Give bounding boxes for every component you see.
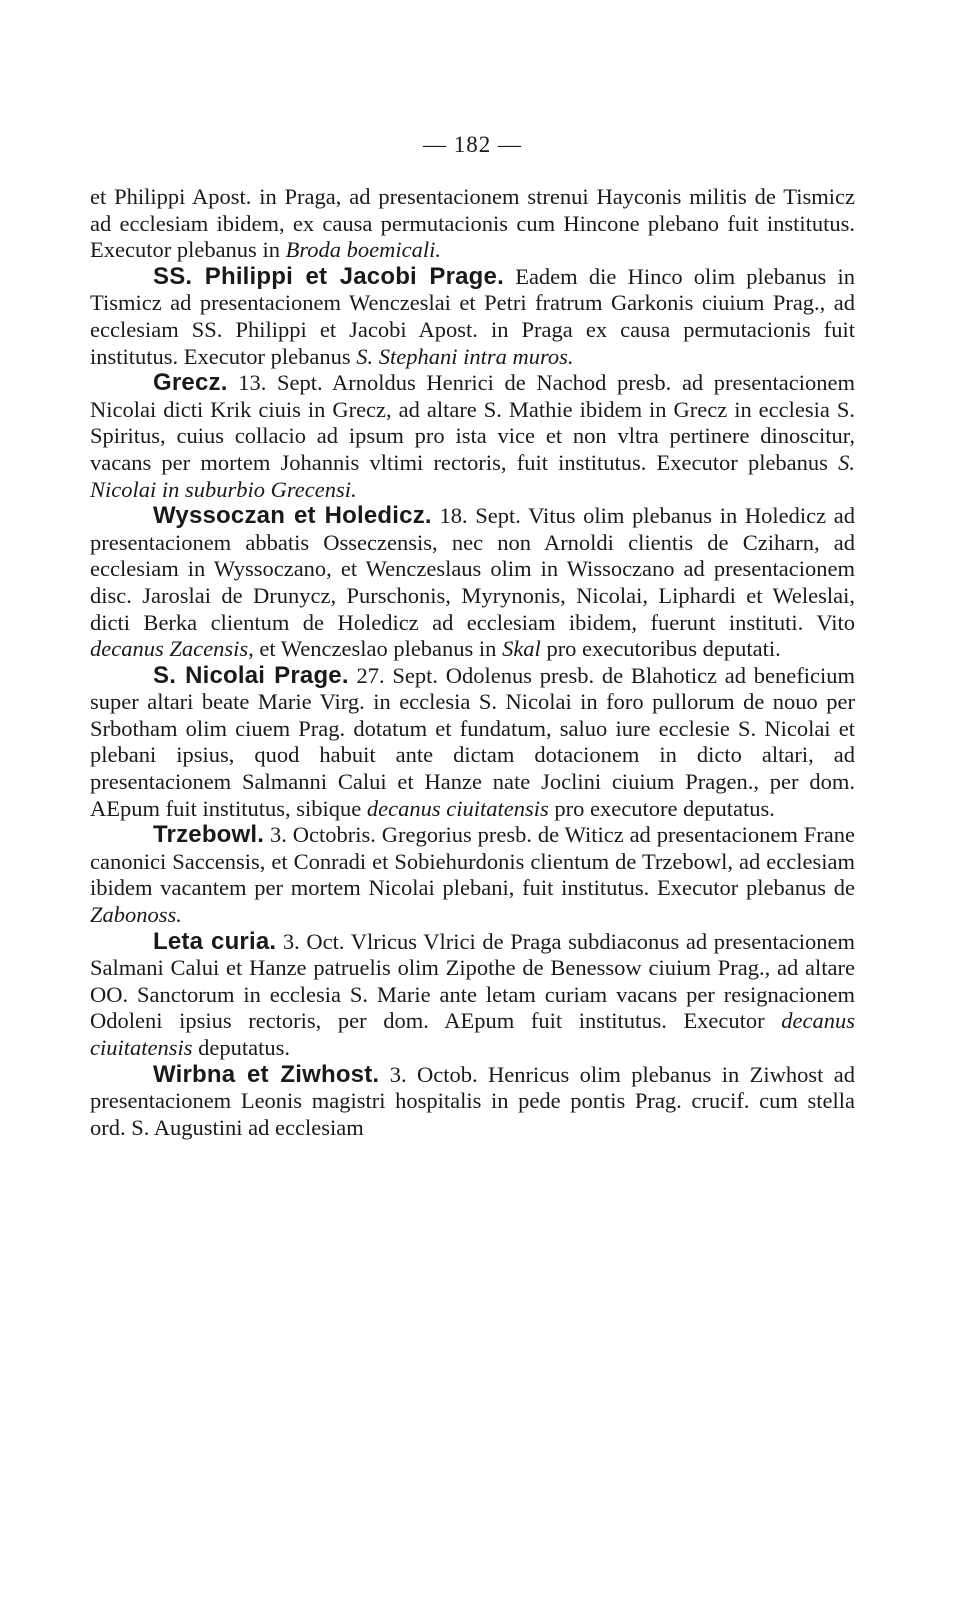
entry-text: Eadem die Hinco olim plebanus in Tismicz ad presentacionem Wenczeslai et Petri fratrum Garkonis ciuium Prag., ad ecclesiam SS. Philippi et Jacobi Apost. in Praga ex causa permutacionis fuit institutus. Executor plebanus [90, 263, 855, 369]
entry-text-end: pro executoribus deputati. [540, 636, 781, 662]
entry-heading: Wirbna et Ziwhost. [153, 1060, 380, 1088]
entry-ss-philippi-et-jacobi [90, 264, 855, 370]
entry-trzebowl [90, 822, 855, 928]
entry-text: 3. Octob. Henricus olim plebanus in Ziwhost ad presentacionem Leonis magistri hospitalis in pede pontis Prag. crucif. cum stella ord. S. Augustini ad ecclesiam [90, 1061, 855, 1140]
entry-text: 13. Sept. Arnoldus Henrici de Nachod presb. ad presentacionem Nicolai dicti Krik ciuis in Grecz, ad altare S. Mathie ibidem in Grecz in ecclesia S. Spiritus, cuius collacio ad ipsum pro ista vice et non vltra pertinere dinoscitur, vacans per mortem Johannis vltimi rectoris, fuit institutus. Executor plebanus [90, 370, 855, 475]
entry-text-end: pro executore deputatus. [548, 795, 775, 821]
entry-text: 18. Sept. Vitus olim plebanus in Holedicz ad presentacionem abbatis Osseczensis, nec non Arnoldi clientis de Cziharn, ad ecclesiam in Wyssoczano, et Wenczeslaus olim in Wissoczano ad presentacionem disc. Jaroslai de Drunycz, Purschonis, Myrynonis, Nicolai, Liphardi et Weleslai, dicti Berka clientum de Holedicz ad ecclesiam ibidem, fuerunt instituti. Vito [90, 503, 855, 635]
entry-heading: Trzebowl. [153, 821, 265, 849]
entry-text: et Philippi Apost. in Praga, ad presentacionem strenui Hayconis militis de Tismicz ad ecclesiam ibidem, ex causa permutacionis cum Hincone plebano fuit institutus. Executor plebanus in [90, 184, 855, 263]
entry-heading: S. Nicolai Prage. [153, 661, 349, 689]
executor-place: Zabonoss. [90, 902, 182, 928]
entry-text: 27. Sept. Odolenus presb. de Blahoticz ad beneficium super altari beate Marie Virg. in ecclesia S. Nicolai in foro pullorum de nouo per Srbotham olim ciuem Prag. dotatum et fundatum, saluo iure ecclesie S. Nicolai et plebani ipsius, quod habuit ante dictam dotacionem in dicto altari, ad presentacionem Salmanni Calui et Hanze nate Joclini ciuium Pragen., per dom. AEpum fuit institutus, sibique [90, 662, 855, 821]
entry-s-nicolai-prage [90, 663, 855, 823]
document-page [90, 125, 855, 1545]
executor-place-2: Skal [502, 636, 541, 662]
entry-text-continued: , et Wenczeslao plebanus in [248, 636, 503, 662]
executor-place: decanus ciuitatensis [90, 1008, 855, 1060]
entry-text-end: deputatus. [192, 1035, 290, 1060]
executor-place: decanus Zacensis [90, 636, 249, 662]
entry-continuation [90, 184, 855, 264]
executor-place: decanus ciuitatensis [366, 795, 549, 821]
entry-grecz [90, 370, 855, 503]
entry-text: 3. Oct. Vlricus Vlrici de Praga subdiaconus ad presentacionem Salmani Calui et Hanze patruelis olim Zipothe de Benessow ciuium Prag., ad altare OO. Sanctorum in ecclesia S. Marie ante letam curiam vacans per resignacionem Odoleni ipsius rectoris, per dom. AEpum fuit institutus. Executor [90, 928, 855, 1034]
executor-place: S. Stephani intra muros. [356, 343, 574, 369]
entry-heading: SS. Philippi et Jacobi Prage. [153, 262, 504, 290]
entry-heading: Wyssoczan et Holedicz. [153, 502, 432, 530]
entry-wirbna-et-ziwhost [90, 1062, 855, 1142]
entry-leta-curia [90, 929, 855, 1062]
entry-heading: Leta curia. [153, 927, 277, 955]
entry-text: 3. Octobris. Gregorius presb. de Witicz ad presentacionem Frane canonici Saccensis, et Conradi et Sobiehurdonis clientum de Trzebowl, ad ecclesiam ibidem vacantem per mortem Nicolai plebani, fuit institutus. Executor plebanus de [90, 822, 855, 901]
executor-place: S. Nicolai in suburbio Grecensi. [90, 449, 855, 502]
entry-heading: Grecz. [153, 369, 228, 397]
entry-wyssoczan-et-holedicz [90, 503, 855, 663]
page-number: — 182 — [423, 132, 522, 157]
executor-place: Broda boemicali. [285, 237, 441, 263]
